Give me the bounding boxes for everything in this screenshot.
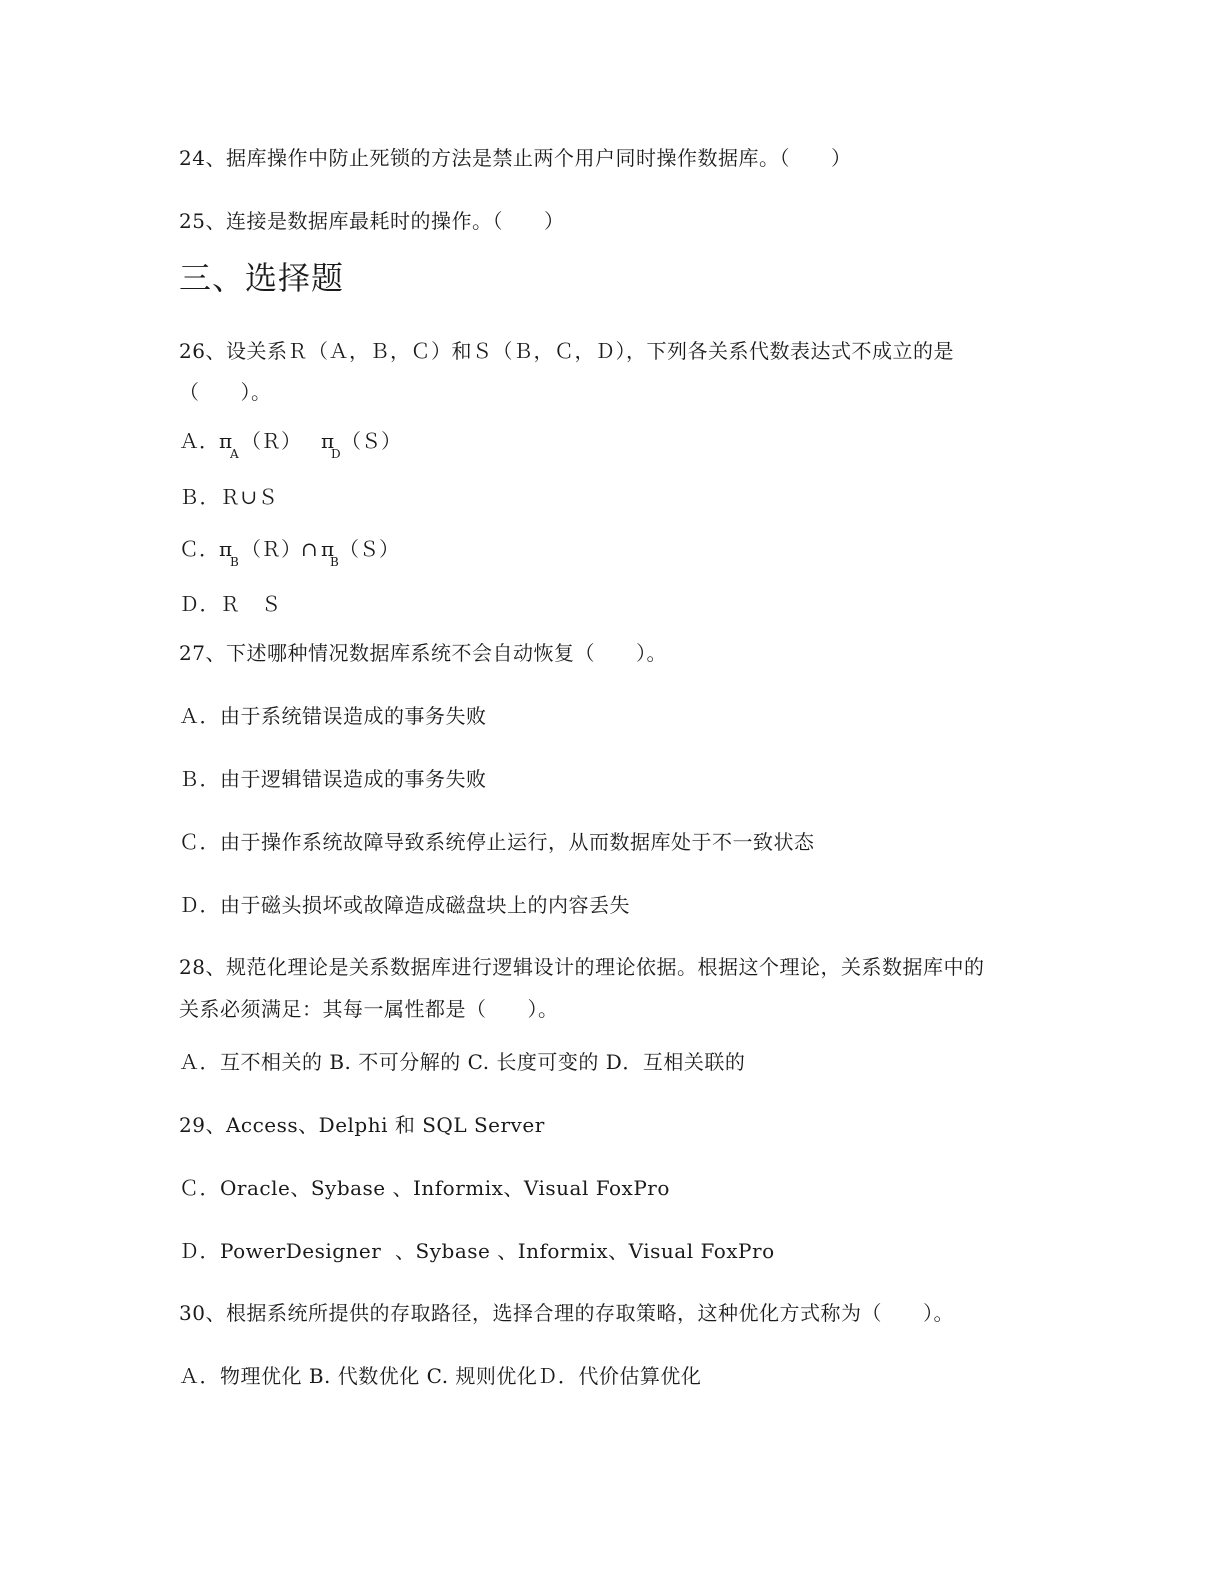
question-26-option-b: Ｂ．Ｒ∪Ｓ [179, 485, 279, 509]
pi-symbol: π [321, 537, 335, 561]
question-29-option-c: Ｃ．Oracle、Sybase 、Informix、Visual FoxPro [179, 1176, 670, 1200]
question-26-option-a [179, 428, 879, 462]
pi-subscript: B [330, 555, 339, 569]
pi-symbol: π [219, 429, 233, 453]
question-25: 25、连接是数据库最耗时的操作。（ ） [179, 209, 565, 233]
question-29-stem: 29、Access、Delphi 和 SQL Server [179, 1113, 545, 1137]
question-30-stem: 30、根据系统所提供的存取路径，选择合理的存取策略，这种优化方式称为（ ）。 [179, 1301, 954, 1325]
question-28-stem-line2: 关系必须满足：其每一属性都是（ ）。 [179, 997, 559, 1021]
pi-subscript: D [331, 447, 341, 461]
pi-symbol: π [321, 429, 335, 453]
pi-subscript: B [230, 555, 239, 569]
pi-subscript: A [230, 447, 239, 461]
question-28-stem-line1: 28、规范化理论是关系数据库进行逻辑设计的理论依据。根据这个理论，关系数据库中的 [179, 955, 985, 979]
option-c-label: Ｃ． [179, 537, 219, 561]
relation-argument: （Ｒ） [241, 429, 301, 453]
question-26-stem-line1: 26、设关系Ｒ（Ａ，Ｂ，Ｃ）和Ｓ（Ｂ，Ｃ，Ｄ），下列各关系代数表达式不成立的是 [179, 339, 954, 363]
pi-symbol: π [219, 537, 233, 561]
question-29-option-d: Ｄ．PowerDesigner 、Sybase 、Informix、Visual FoxPro [179, 1239, 775, 1263]
section-heading-choice: 三、选择题 [179, 259, 345, 297]
question-26-option-d: Ｄ．Ｒ Ｓ [179, 592, 282, 616]
question-27-option-c: Ｃ．由于操作系统故障导致系统停止运行，从而数据库处于不一致状态 [179, 830, 815, 854]
question-27-stem: 27、下述哪种情况数据库系统不会自动恢复（ ）。 [179, 641, 667, 665]
relation-argument: （Ｒ）∩ [241, 537, 318, 561]
question-26-stem-line2: （ ）。 [179, 380, 272, 404]
question-27-option-b: Ｂ．由于逻辑错误造成的事务失败 [179, 767, 487, 791]
question-27-option-d: Ｄ．由于磁头损坏或故障造成磁盘块上的内容丢失 [179, 893, 630, 917]
question-24: 24、据库操作中防止死锁的方法是禁止两个用户同时操作数据库。（ ） [179, 146, 852, 170]
relation-argument: （Ｓ） [339, 537, 399, 561]
question-30-options: Ａ．物理优化 B. 代数优化 C. 规则优化Ｄ．代价估算优化 [179, 1364, 702, 1388]
relation-argument: （Ｓ） [341, 429, 401, 453]
question-27-option-a: Ａ．由于系统错误造成的事务失败 [179, 704, 487, 728]
option-a-label: Ａ． [179, 429, 219, 453]
question-26-option-c [179, 536, 879, 570]
question-28-options: Ａ．互不相关的 B. 不可分解的 C. 长度可变的 D．互相关联的 [179, 1050, 746, 1074]
